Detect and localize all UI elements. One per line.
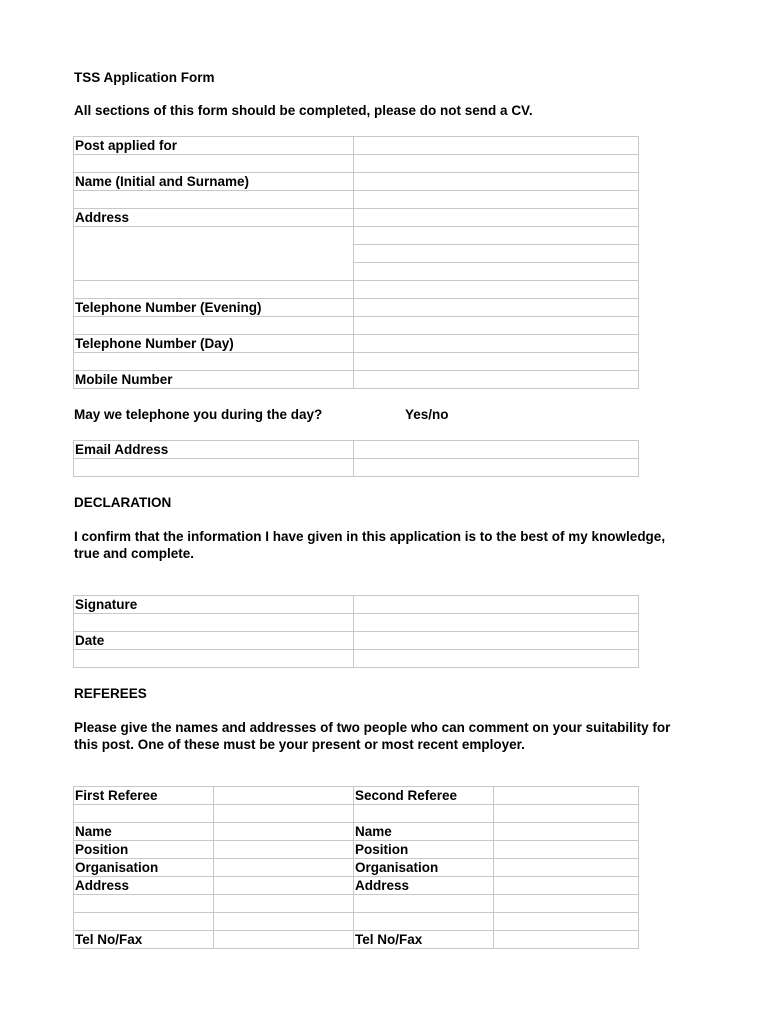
tel-evening-field-extra[interactable]: [354, 317, 639, 335]
second-referee-label: Second Referee: [354, 787, 494, 805]
second-position-label: Position: [354, 841, 494, 859]
email-label: Email Address: [74, 441, 354, 459]
first-address-label: Address: [74, 877, 214, 895]
address-field-line-5[interactable]: [354, 281, 639, 299]
post-field-extra[interactable]: [354, 155, 639, 173]
first-organisation-field[interactable]: [214, 859, 354, 877]
mobile-label: Mobile Number: [74, 371, 354, 389]
second-address-label: Address: [354, 877, 494, 895]
email-table: [73, 440, 639, 477]
first-position-label: Position: [74, 841, 214, 859]
second-referee-field[interactable]: [494, 787, 639, 805]
tel-evening-field[interactable]: [354, 299, 639, 317]
date-label: Date: [74, 632, 354, 650]
address-field-line-2[interactable]: [354, 227, 639, 245]
email-field-extra[interactable]: [354, 459, 639, 477]
first-organisation-label: Organisation: [74, 859, 214, 877]
tel-day-field-extra[interactable]: [354, 353, 639, 371]
date-field[interactable]: [354, 632, 639, 650]
referees-text: Please give the names and addresses of two people who can comment on your suitability for this post. One of these must be your present or most recent employer.: [74, 720, 671, 752]
tel-day-label: Telephone Number (Day): [74, 335, 354, 353]
first-address-field[interactable]: [214, 877, 354, 895]
first-referee-field[interactable]: [214, 787, 354, 805]
second-organisation-field[interactable]: [494, 859, 639, 877]
referees-table: [73, 786, 639, 949]
form-title: TSS Application Form: [74, 70, 215, 85]
second-tel-label: Tel No/Fax: [354, 931, 494, 949]
tel-evening-label: Telephone Number (Evening): [74, 299, 354, 317]
tel-day-field[interactable]: [354, 335, 639, 353]
post-field[interactable]: [354, 137, 639, 155]
signature-table: [73, 595, 639, 668]
first-name-label: Name: [74, 823, 214, 841]
form-instruction: All sections of this form should be completed, please do not send a CV.: [74, 103, 533, 118]
name-field-extra[interactable]: [354, 191, 639, 209]
daytime-answer[interactable]: Yes/no: [405, 407, 449, 422]
mobile-field[interactable]: [354, 371, 639, 389]
name-field[interactable]: [354, 173, 639, 191]
second-name-label: Name: [354, 823, 494, 841]
address-field-line-1[interactable]: [354, 209, 639, 227]
daytime-question: May we telephone you during the day?: [74, 407, 323, 422]
second-address-field[interactable]: [494, 877, 639, 895]
name-label: Name (Initial and Surname): [74, 173, 354, 191]
address-field-line-3[interactable]: [354, 245, 639, 263]
second-name-field[interactable]: [494, 823, 639, 841]
first-position-field[interactable]: [214, 841, 354, 859]
second-tel-field[interactable]: [494, 931, 639, 949]
post-label: Post applied for: [74, 137, 354, 155]
second-position-field[interactable]: [494, 841, 639, 859]
second-organisation-label: Organisation: [354, 859, 494, 877]
date-field-extra[interactable]: [354, 650, 639, 668]
declaration-text: I confirm that the information I have given in this application is to the best of my knowledge, true and complete.: [74, 529, 666, 561]
declaration-heading: DECLARATION: [74, 495, 172, 510]
referees-heading: REFEREES: [74, 686, 147, 701]
first-referee-label: First Referee: [74, 787, 214, 805]
address-field-line-4[interactable]: [354, 263, 639, 281]
signature-field[interactable]: [354, 596, 639, 614]
email-field[interactable]: [354, 441, 639, 459]
first-tel-label: Tel No/Fax: [74, 931, 214, 949]
first-name-field[interactable]: [214, 823, 354, 841]
address-label: Address: [74, 209, 354, 227]
signature-label: Signature: [74, 596, 354, 614]
first-tel-field[interactable]: [214, 931, 354, 949]
signature-field-extra[interactable]: [354, 614, 639, 632]
personal-details-table: [73, 136, 639, 389]
